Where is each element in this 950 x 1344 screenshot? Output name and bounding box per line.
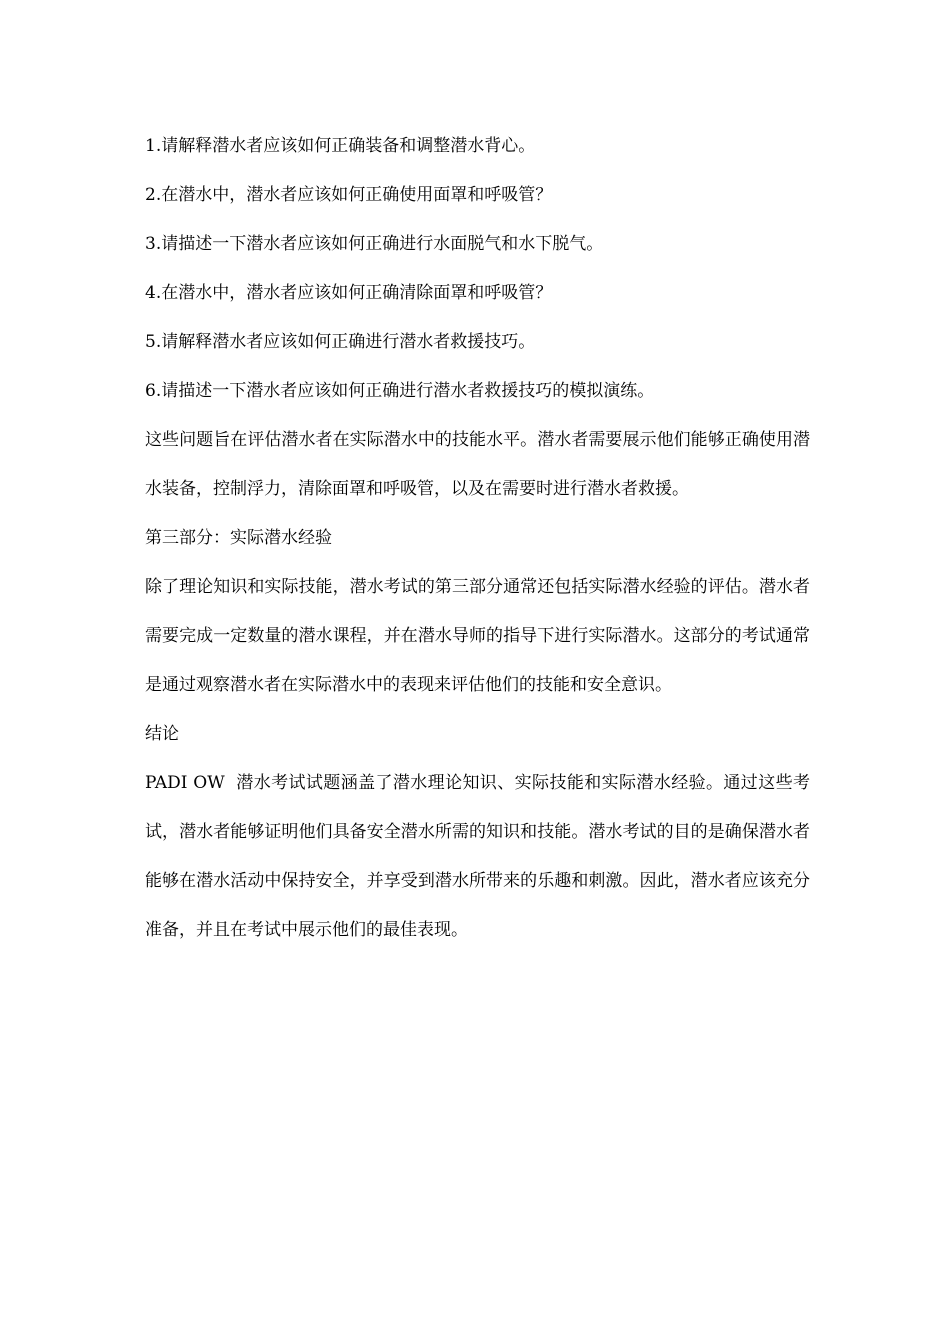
question-5: 5.请解释潜水者应该如何正确进行潜水者救援技巧。 [145, 332, 536, 352]
question-6: 6.请描述一下潜水者应该如何正确进行潜水者救援技巧的模拟演练。 [145, 381, 655, 401]
question-2: 2.在潜水中，潜水者应该如何正确使用面罩和呼吸管？ [145, 185, 553, 205]
conclusion-heading: 结论 [145, 724, 179, 744]
skills-summary-paragraph: 这些问题旨在评估潜水者在实际潜水中的技能水平。潜水者需要展示他们能够正确使用潜水装备，控制浮力，清除面罩和呼吸管，以及在需要时进行潜水者救援。 [145, 430, 810, 499]
part3-heading: 第三部分：实际潜水经验 [145, 528, 332, 548]
conclusion-paragraph: PADI OW 潜水考试试题涵盖了潜水理论知识、实际技能和实际潜水经验。通过这些考试，潜水者能够证明他们具备安全潜水所需的知识和技能。潜水考试的目的是确保潜水者能够在潜水活动中保持安全，并享受到潜水所带来的乐趣和刺激。因此，潜水者应该充分准备，并且在考试中展示他们的最佳表现。 [145, 773, 810, 940]
document-body [145, 122, 810, 955]
question-3: 3.请描述一下潜水者应该如何正确进行水面脱气和水下脱气。 [145, 234, 604, 254]
part3-paragraph: 除了理论知识和实际技能，潜水考试的第三部分通常还包括实际潜水经验的评估。潜水者需要完成一定数量的潜水课程，并在潜水导师的指导下进行实际潜水。这部分的考试通常是通过观察潜水者在实际潜水中的表现来评估他们的技能和安全意识。 [145, 577, 810, 695]
question-1: 1.请解释潜水者应该如何正确装备和调整潜水背心。 [145, 136, 536, 156]
question-4: 4.在潜水中，潜水者应该如何正确清除面罩和呼吸管？ [145, 283, 553, 303]
